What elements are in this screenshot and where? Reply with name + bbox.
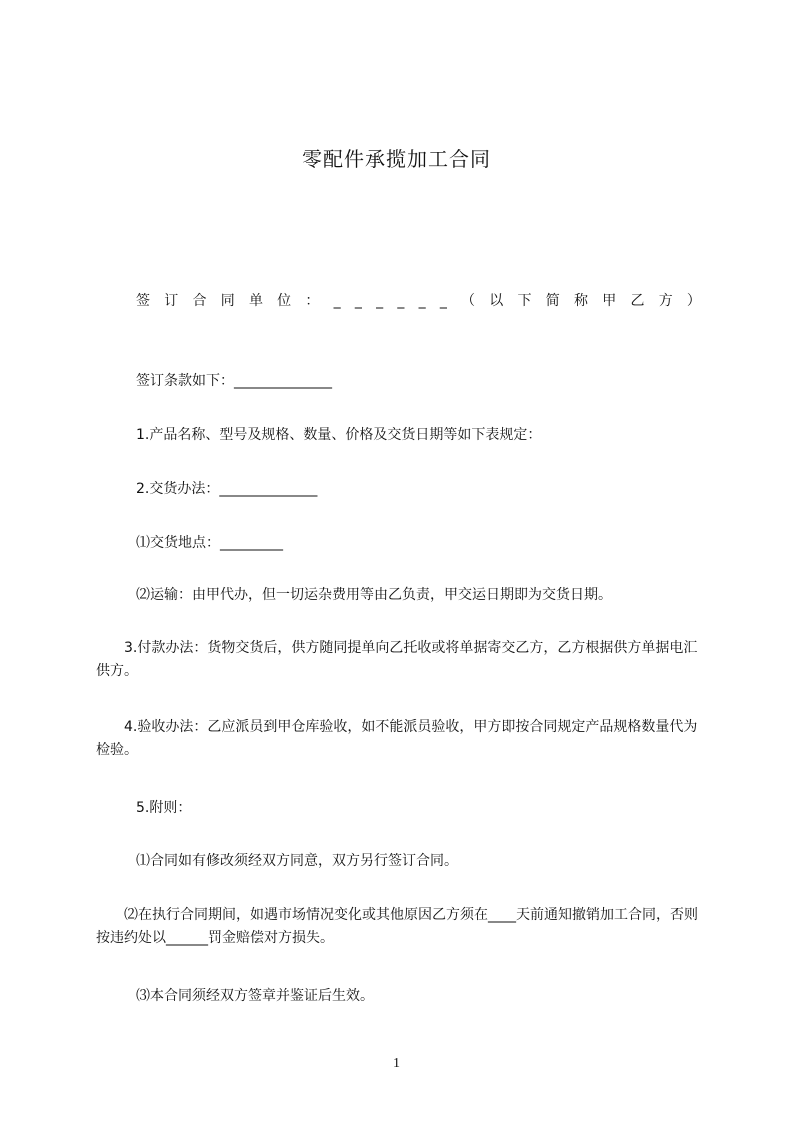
header-char: _: [439, 293, 447, 309]
header-char: 方: [658, 293, 673, 309]
header-char: 合: [192, 293, 207, 309]
clause-2: 2.交货办法：______________: [136, 481, 318, 497]
header-char: （: [461, 293, 476, 309]
header-char: 乙: [630, 293, 645, 309]
header-char: _: [418, 293, 426, 309]
clauses-intro: 签订条款如下：______________: [136, 373, 332, 389]
clause-4: 4.验收办法：乙应派员到甲仓库验收，如不能派员验收，甲方即按合同规定产品规格数量代为检验。: [96, 719, 698, 758]
clause-5: 5.附则：: [136, 800, 192, 816]
clause-3: 3.付款办法：货物交货后，供方随同提单向乙托收或将单据寄交乙方，乙方根据供方单据电汇供方。: [96, 640, 698, 679]
clause-2-2: ⑵运输：由甲代办，但一切运杂费用等由乙负责，甲交运日期即为交货日期。: [136, 587, 612, 603]
header-char: ：: [305, 293, 320, 309]
header-char: 签: [136, 293, 150, 309]
header-char: 单: [248, 293, 263, 309]
header-char: 简: [545, 293, 560, 309]
header-char: 位: [277, 293, 292, 309]
header-char: _: [376, 293, 384, 309]
header-char: 以: [489, 293, 504, 309]
header-char: 甲: [602, 293, 617, 309]
signing-parties-line: [136, 290, 701, 312]
page-number: 1: [393, 1056, 400, 1071]
clause-5-2: ⑵在执行合同期间，如遇市场情况变化或其他原因乙方须在____天前通知撤销加工合同，否则按违约处以______罚金赔偿对方损失。: [96, 907, 698, 946]
clause-5-3: ⑶本合同须经双方签章并鉴证后生效。: [136, 988, 374, 1004]
header-char: ）: [686, 293, 701, 309]
header-char: 同: [220, 293, 235, 309]
header-char: 订: [164, 293, 179, 309]
clause-5-1: ⑴合同如有修改须经双方同意，双方另行签订合同。: [136, 853, 458, 869]
header-char: _: [333, 293, 341, 309]
header-char: _: [354, 293, 362, 309]
header-char: _: [397, 293, 405, 309]
clause-1: 1.产品名称、型号及规格、数量、价格及交货日期等如下表规定：: [136, 427, 542, 443]
document-title: 零配件承揽加工合同: [302, 147, 491, 171]
header-char: 下: [517, 293, 532, 309]
clause-2-1: ⑴交货地点：_________: [136, 535, 283, 551]
header-char: 称: [573, 293, 588, 309]
